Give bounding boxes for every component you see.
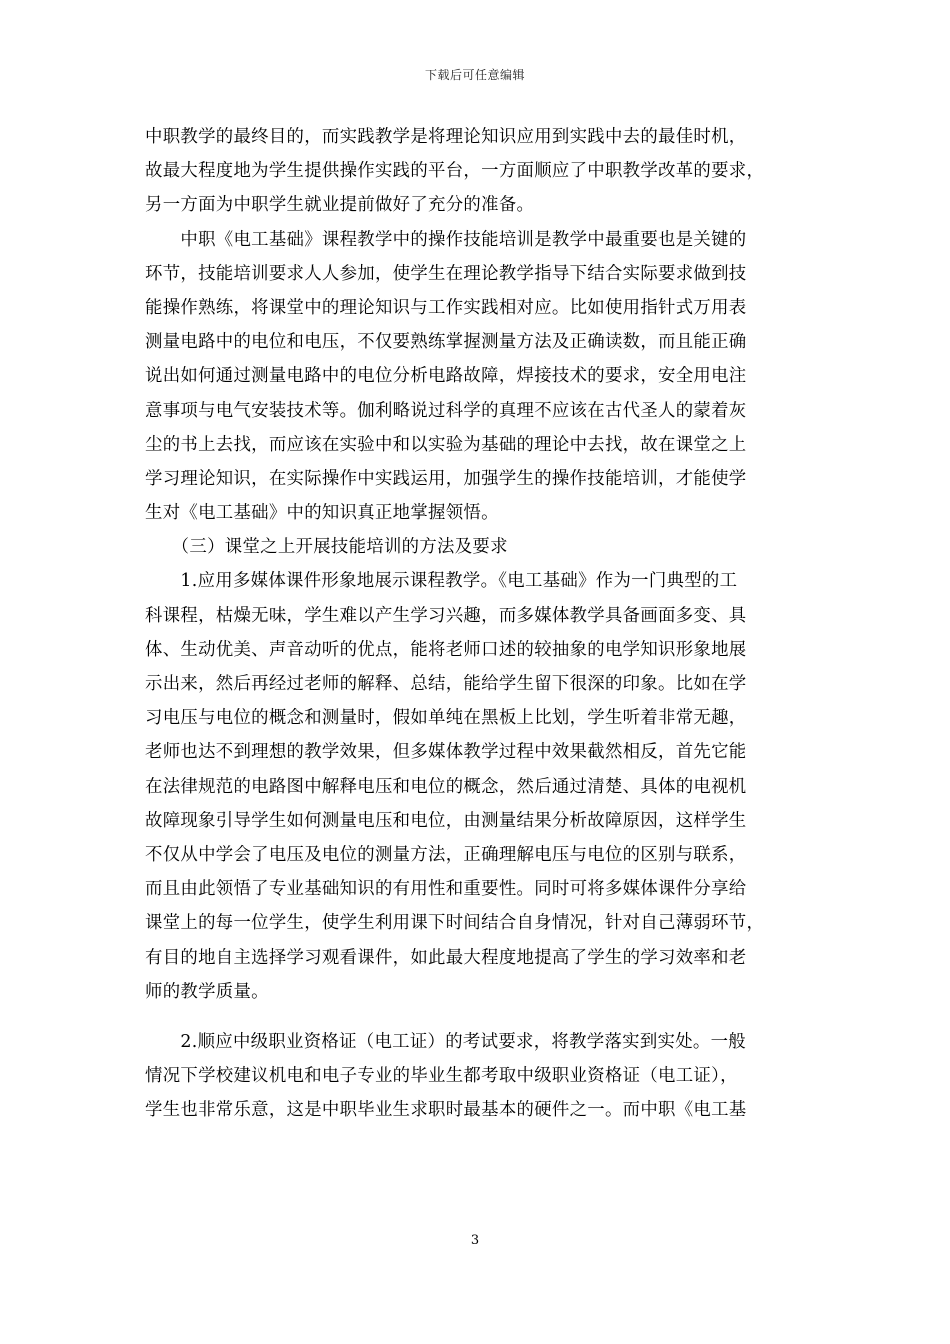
text-line: 1.应用多媒体课件形象地展示课程教学。《电工基础》作为一门典型的工 <box>145 571 738 592</box>
text-line: 尘的书上去找，而应该在实验中和以实验为基础的理论中去找，故在课堂之上 <box>145 434 747 455</box>
text-line: 故障现象引导学生如何测量电压和电位，由测量结果分析故障原因，这样学生 <box>145 810 747 831</box>
text-line: 习电压与电位的概念和测量时，假如单纯在黑板上比划，学生听着非常无趣， <box>145 708 747 729</box>
section-heading: （三）课堂之上开展技能培训的方法及要求 <box>145 537 508 558</box>
text-line: 示出来，然后再经过老师的解释、总结，能给学生留下很深的印象。比如在学 <box>145 674 747 694</box>
text-line: 学生也非常乐意，这是中职毕业生求职时最基本的硬件之一。而中职《电工基 <box>145 1100 747 1121</box>
text-line: 另一方面为中职学生就业提前做好了充分的准备。 <box>145 195 535 216</box>
text-line: 故最大程度地为学生提供操作实践的平台，一方面顺应了中职教学改革的要求， <box>145 161 765 182</box>
text-line: 测量电路中的电位和电压，不仅要熟练掌握测量方法及正确读数，而且能正确 <box>145 332 747 353</box>
text-line: 中职《电工基础》课程教学中的操作技能培训是教学中最重要也是关键的 <box>145 229 747 250</box>
text-line: 环节，技能培训要求人人参加，使学生在理论教学指导下结合实际要求做到技 <box>145 263 747 284</box>
text-line: 师的教学质量。 <box>145 981 269 1002</box>
text-line: 体、生动优美、声音动听的优点，能将老师口述的较抽象的电学知识形象地展 <box>145 639 747 660</box>
page-number: 3 <box>470 1233 480 1248</box>
body-text <box>145 120 805 1127</box>
text-line: 生对《电工基础》中的知识真正地掌握领悟。 <box>145 503 499 524</box>
text-line: 中职教学的最终目的，而实践教学是将理论知识应用到实践中去的最佳时机， <box>145 127 747 147</box>
text-line: 不仅从中学会了电压及电位的测量方法，正确理解电压与电位的区别与联系， <box>145 844 747 865</box>
text-line: 有目的地自主选择学习观看课件，如此最大程度地提高了学生的学习效率和老 <box>145 947 747 968</box>
text-line: 意事项与电气安装技术等。伽利略说过科学的真理不应该在古代圣人的蒙着灰 <box>145 400 747 421</box>
text-line: 情况下学校建议机电和电子专业的毕业生都考取中级职业资格证（电工证）， <box>145 1066 738 1087</box>
text-line: 在法律规范的电路图中解释电压和电位的概念，然后通过清楚、具体的电视机 <box>145 776 747 797</box>
paragraph-gap <box>145 1009 805 1025</box>
text-line: 老师也达不到理想的教学效果，但多媒体教学过程中效果截然相反，首先它能 <box>145 742 747 763</box>
text-line: 2.顺应中级职业资格证（电工证）的考试要求，将教学落实到实处。一般 <box>145 1031 746 1052</box>
text-line: 科课程，枯燥无味，学生难以产生学习兴趣，而多媒体教学具备画面多变、具 <box>145 605 747 626</box>
text-line: 能操作熟练，将课堂中的理论知识与工作实践相对应。比如使用指针式万用表 <box>145 297 747 318</box>
page-header: 下载后可任意编辑 <box>424 68 525 82</box>
text-line: 说出如何通过测量电路中的电位分析电路故障，焊接技术的要求，安全用电注 <box>145 366 747 387</box>
text-line: 而且由此领悟了专业基础知识的有用性和重要性。同时可将多媒体课件分享给 <box>145 879 747 900</box>
text-line: 学习理论知识，在实际操作中实践运用，加强学生的操作技能培训，才能使学 <box>145 468 747 489</box>
text-line: 课堂上的每一位学生，使学生利用课下时间结合自身情况，针对自己薄弱环节， <box>145 913 765 934</box>
